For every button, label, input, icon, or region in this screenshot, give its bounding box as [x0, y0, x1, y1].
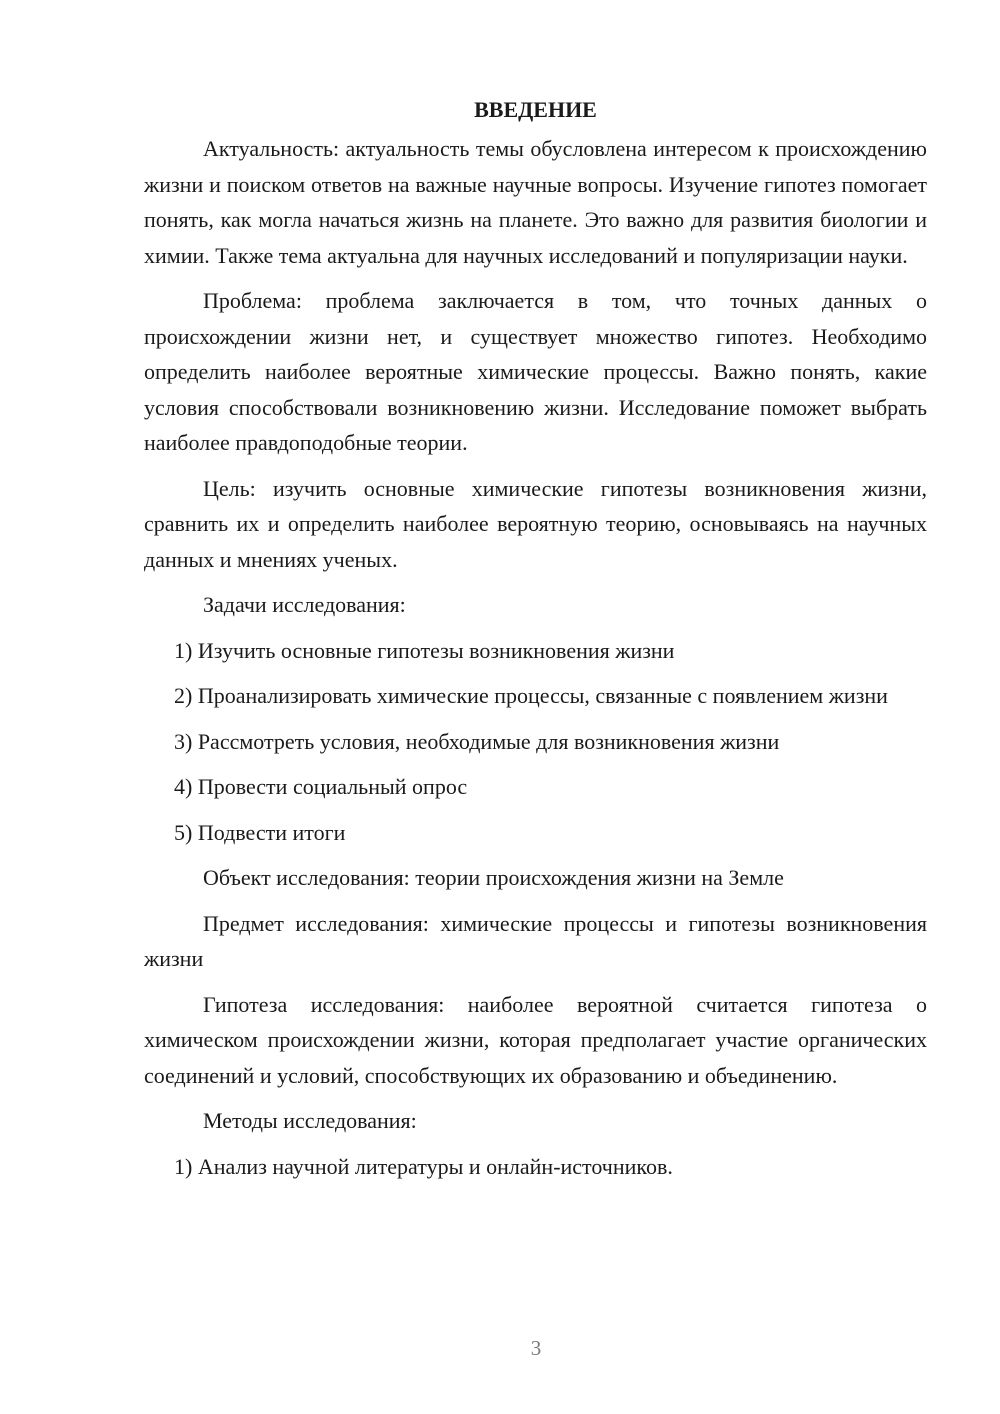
goal-paragraph: Цель: изучить основные химические гипотезы возникновения жизни, сравнить их и определить наиболее вероятную теорию, основываясь на научных данных и мнениях ученых. [144, 475, 927, 572]
problem-paragraph: Проблема: проблема заключается в том, что точных данных о происхождении жизни нет, и существует множество гипотез. Необходимо определить наиболее вероятные химические процессы. Важно понять, какие условия способствовали возникновению жизни. Исследование поможет выбрать наиболее правдоподобные теории. [144, 288, 927, 455]
relevance-paragraph: Актуальность: актуальность темы обусловлена интересом к происхождению жизни и поиском ответов на важные научные вопросы. Изучение гипотез помогает понять, как могла начаться жизнь на планете. Это важно для развития биологии и химии. Также тема актуальна для научных исследований и популяризации науки. [144, 136, 927, 268]
task-item-2: 2) Проанализировать химические процессы, связанные с появлением жизни [174, 683, 888, 708]
tasks-heading: Задачи исследования: [203, 592, 406, 617]
hypothesis-paragraph: Гипотеза исследования: наиболее вероятной считается гипотеза о химическом происхождении жизни, которая предполагает участие органических соединений и условий, способствующих их образованию и объединению. [144, 991, 927, 1088]
page-number: 3 [530, 1336, 542, 1360]
task-item-4: 4) Провести социальный опрос [174, 774, 468, 799]
method-item-1: 1) Анализ научной литературы и онлайн-источников. [174, 1153, 673, 1179]
document-page [144, 95, 927, 1184]
section-title: ВВЕДЕНИЕ [474, 97, 597, 122]
methods-heading: Методы исследования: [203, 1108, 417, 1133]
object-paragraph: Объект исследования: теории происхождения жизни на Земле [203, 865, 784, 890]
task-item-5: 5) Подвести итоги [174, 819, 346, 845]
task-item-3: 3) Рассмотреть условия, необходимые для возникновения жизни [174, 728, 780, 754]
subject-paragraph: Предмет исследования: химические процессы и гипотезы возникновения жизни [144, 910, 927, 971]
task-item-1: 1) Изучить основные гипотезы возникновения жизни [174, 637, 675, 663]
